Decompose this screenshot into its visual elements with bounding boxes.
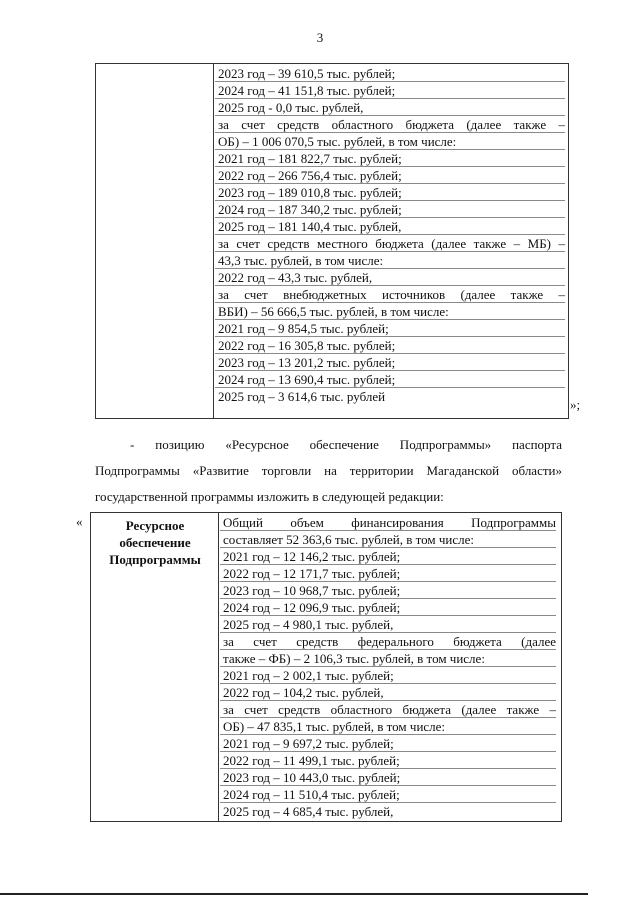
table-line: 2024 год – 187 340,2 тыс. рублей; [215,201,565,218]
table-line: 2021 год – 9 854,5 тыс. рублей; [215,320,565,337]
table-line: Общий объем финансирования Подпрограммы [220,514,556,531]
table-line: за счет средств областного бюджета (далее также – [215,116,565,133]
table-line: 2024 год – 41 151,8 тыс. рублей; [215,82,565,99]
amendment-paragraph-line-1: - позицию «Ресурсное обеспечение Подпрограммы» паспорта [130,437,562,452]
table-line: 2021 год – 12 146,2 тыс. рублей; [220,548,556,565]
table-line: 2023 год – 189 010,8 тыс. рублей; [215,184,565,201]
label-line: обеспечение [119,535,191,550]
table-label-cell-empty [96,64,214,418]
table-label-cell [91,513,219,821]
table-line: 2024 год – 11 510,4 тыс. рублей; [220,786,556,803]
label-line: Ресурсное [125,518,185,533]
table-line: 2025 год – 4 980,1 тыс. рублей, [220,616,556,633]
table-line: за счет средств местного бюджета (далее также – МБ) – [215,235,565,252]
table-content-lines [215,65,565,405]
table-line: также – ФБ) – 2 106,3 тыс. рублей, в том числе: [220,650,556,667]
table-line: 2025 год – 3 614,6 тыс. рублей [218,389,386,404]
amendment-paragraph-line-2: Подпрограммы «Развитие торговли на территории Магаданской области» [95,463,562,478]
table-line: ОБ) – 1 006 070,5 тыс. рублей, в том числе: [215,133,565,150]
amendment-paragraph-line-3: государственной программы изложить в следующей редакции: [95,489,444,504]
table-line: 2023 год – 13 201,2 тыс. рублей; [215,354,565,371]
footer-rule [0,893,588,895]
table-line: 2023 год – 10 968,7 тыс. рублей; [220,582,556,599]
table-line: 2025 год – 4 685,4 тыс. рублей, [223,804,394,819]
table-line: 2023 год – 10 443,0 тыс. рублей; [220,769,556,786]
table-line: 2025 год – 181 140,4 тыс. рублей, [215,218,565,235]
resource-provision-table [90,512,562,822]
table-content-cell [215,64,568,418]
closing-quote-mark: »; [570,397,581,412]
table-line: 2021 год – 2 002,1 тыс. рублей; [220,667,556,684]
table-line: 2024 год – 13 690,4 тыс. рублей; [215,371,565,388]
page-number: 3 [316,30,324,45]
table-content-lines [220,514,556,820]
funding-table-continued [95,63,569,419]
table-line: 2022 год – 104,2 тыс. рублей, [220,684,556,701]
table-line: 2022 год – 43,3 тыс. рублей, [215,269,565,286]
table-line: 2022 год – 266 756,4 тыс. рублей; [215,167,565,184]
table-line: 2022 год – 16 305,8 тыс. рублей; [215,337,565,354]
table-line: составляет 52 363,6 тыс. рублей, в том числе: [220,531,556,548]
table-line: за счет средств федерального бюджета (далее [220,633,556,650]
table-line: ВБИ) – 56 666,5 тыс. рублей, в том числе: [215,303,565,320]
table-line: 2022 год – 12 171,7 тыс. рублей; [220,565,556,582]
table-line: 2025 год - 0,0 тыс. рублей, [215,99,565,116]
table-line: 2022 год – 11 499,1 тыс. рублей; [220,752,556,769]
resource-provision-label [91,517,219,568]
table-line: 2024 год – 12 096,9 тыс. рублей; [220,599,556,616]
table-content-cell [220,513,561,821]
table-line: 2021 год – 181 822,7 тыс. рублей; [215,150,565,167]
label-line: Подпрограммы [109,552,201,567]
table-line: 2021 год – 9 697,2 тыс. рублей; [220,735,556,752]
table-line: 43,3 тыс. рублей, в том числе: [215,252,565,269]
opening-quote-mark: « [76,514,83,529]
table-line: 2023 год – 39 610,5 тыс. рублей; [215,65,565,82]
table-line: ОБ) – 47 835,1 тыс. рублей, в том числе: [220,718,556,735]
table-line: за счет внебюджетных источников (далее также – [215,286,565,303]
table-line: за счет средств областного бюджета (далее также – [220,701,556,718]
